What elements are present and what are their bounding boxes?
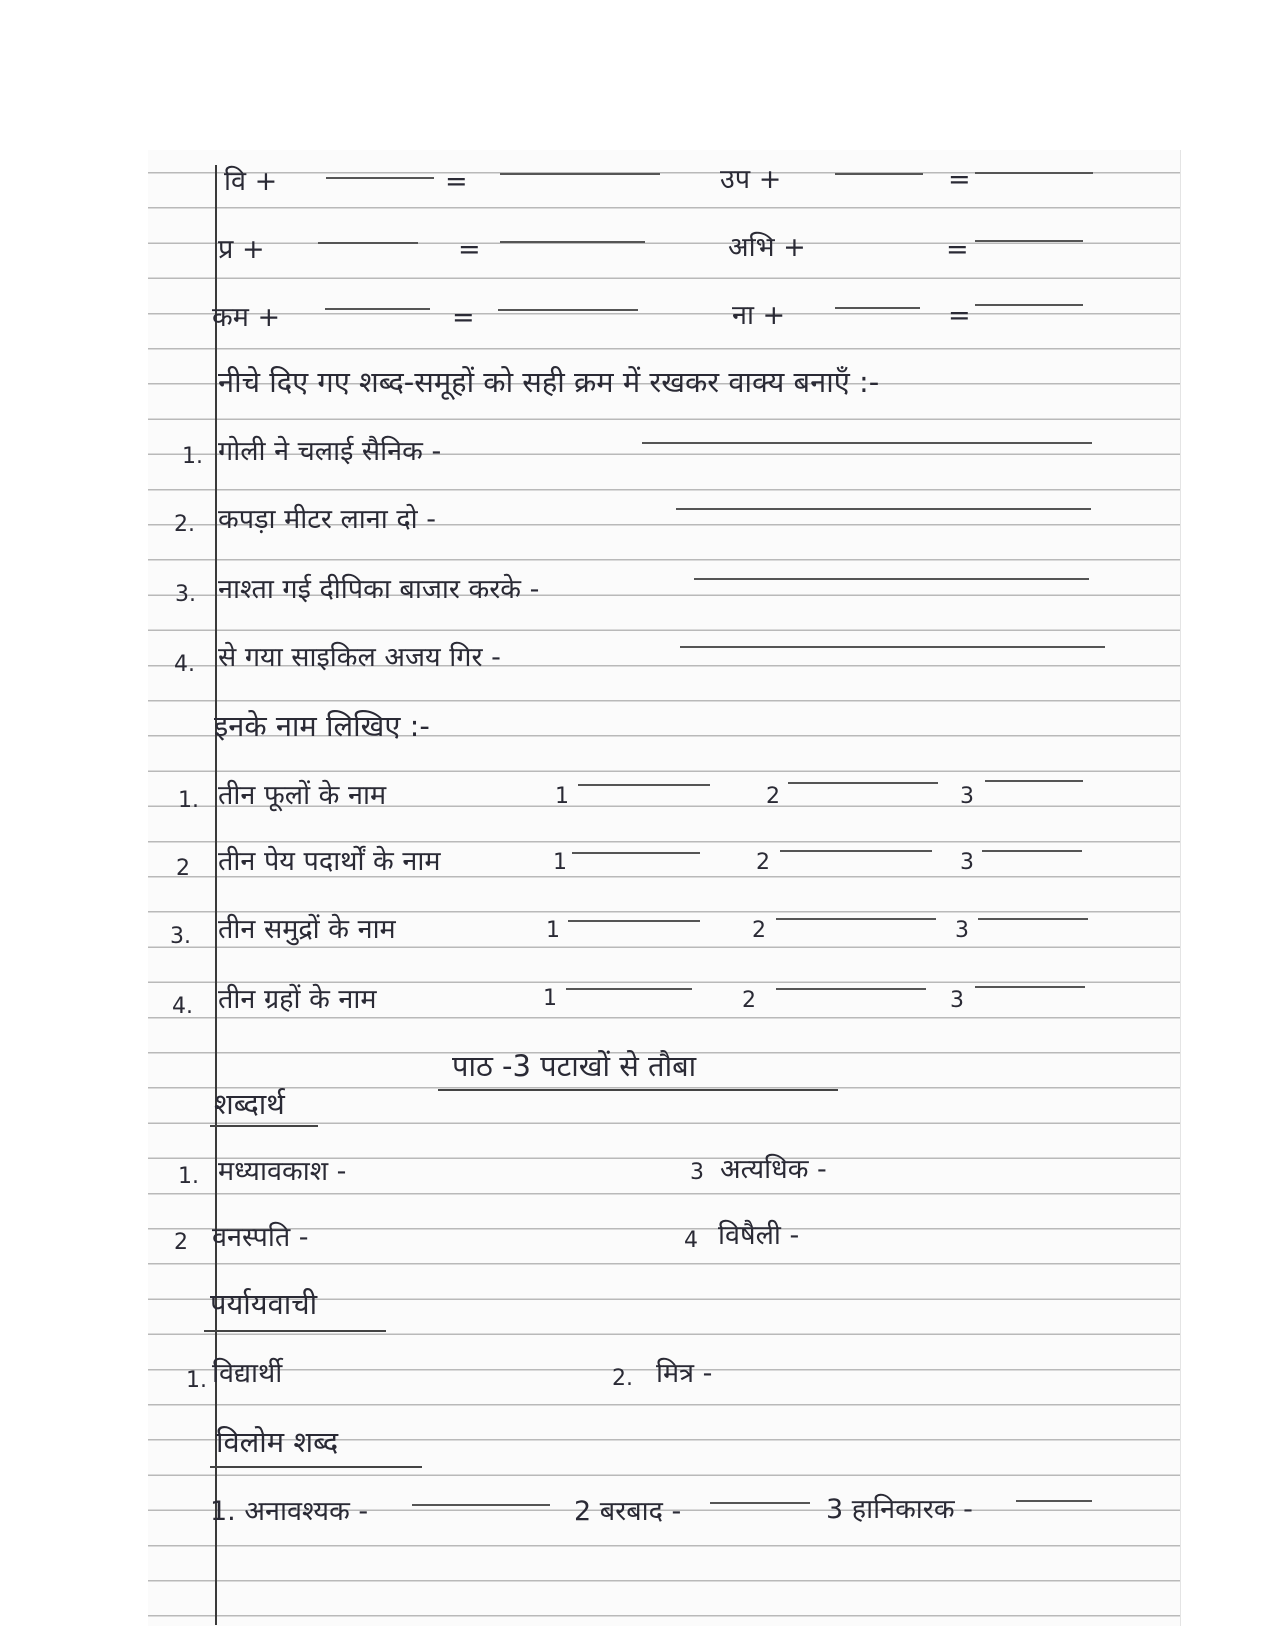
answer-line[interactable] bbox=[412, 1504, 550, 1506]
heading-underline bbox=[204, 1330, 386, 1332]
blank-line[interactable] bbox=[835, 173, 923, 175]
item-number: 2. bbox=[174, 512, 195, 537]
blank-line[interactable] bbox=[318, 242, 418, 244]
jumbled-sentence-4: से गया साइकिल अजय गिर - bbox=[218, 642, 501, 673]
answer-line[interactable] bbox=[1016, 1500, 1092, 1502]
item-number: 1. bbox=[182, 444, 203, 469]
names-question-3: तीन समुद्रों के नाम bbox=[218, 914, 396, 945]
answer-line[interactable] bbox=[985, 780, 1083, 782]
word-meaning-4: विषैली - bbox=[718, 1220, 800, 1251]
synonym-word-2: मित्र - bbox=[656, 1358, 713, 1389]
prefix-right-2: अभि + bbox=[728, 232, 806, 263]
section-heading-names: इनके नाम लिखिए :- bbox=[214, 709, 430, 743]
item-number: 2 bbox=[176, 856, 190, 881]
answer-line[interactable] bbox=[694, 578, 1089, 580]
section-heading-word-meanings: शब्दार्थ bbox=[214, 1087, 285, 1121]
prefix-left-2: प्र + bbox=[218, 234, 265, 265]
item-number: 1. bbox=[178, 788, 199, 813]
blank-number: 2 bbox=[752, 918, 766, 943]
equals-sign: = bbox=[452, 302, 475, 333]
answer-line[interactable] bbox=[788, 782, 938, 784]
prefix-left-3: कम + bbox=[212, 302, 281, 333]
equals-sign: = bbox=[948, 164, 971, 195]
blank-line[interactable] bbox=[500, 241, 645, 243]
lesson-title: पाठ -3 पटाखों से तौबा bbox=[452, 1049, 697, 1083]
blank-line[interactable] bbox=[325, 308, 430, 310]
blank-number: 3 bbox=[950, 988, 964, 1013]
blank-number: 2 bbox=[766, 784, 780, 809]
item-number: 1. bbox=[186, 1368, 207, 1393]
section-heading-sentences: नीचे दिए गए शब्द-समूहों को सही क्रम में रखकर वाक्य बनाएँ :- bbox=[218, 365, 880, 399]
names-question-4: तीन ग्रहों के नाम bbox=[218, 984, 377, 1015]
item-number: 4. bbox=[174, 652, 195, 677]
prefix-right-3: ना + bbox=[732, 300, 786, 331]
answer-line[interactable] bbox=[776, 988, 926, 990]
names-question-2: तीन पेय पदार्थों के नाम bbox=[218, 846, 441, 877]
prefix-left-1: वि + bbox=[224, 166, 278, 197]
answer-line[interactable] bbox=[780, 850, 932, 852]
blank-number: 1 bbox=[553, 850, 567, 875]
answer-line[interactable] bbox=[566, 988, 692, 990]
equals-sign: = bbox=[948, 300, 971, 331]
jumbled-sentence-3: नाश्ता गई दीपिका बाजार करके - bbox=[218, 574, 540, 605]
heading-underline bbox=[210, 1466, 422, 1468]
title-underline bbox=[438, 1089, 838, 1091]
item-number: 4. bbox=[172, 994, 193, 1019]
equals-sign: = bbox=[946, 234, 969, 265]
prefix-right-1: उप + bbox=[720, 164, 782, 195]
blank-number: 1 bbox=[555, 784, 569, 809]
heading-underline bbox=[210, 1125, 318, 1127]
answer-line[interactable] bbox=[978, 918, 1088, 920]
jumbled-sentence-2: कपड़ा मीटर लाना दो - bbox=[218, 504, 436, 535]
answer-line[interactable] bbox=[982, 850, 1082, 852]
item-number: 3 bbox=[690, 1160, 704, 1185]
answer-line[interactable] bbox=[568, 920, 700, 922]
item-number: 3. bbox=[170, 924, 191, 949]
answer-line[interactable] bbox=[572, 852, 700, 854]
blank-number: 1 bbox=[543, 986, 557, 1011]
antonym-3: 3 हानिकारक - bbox=[826, 1494, 973, 1525]
blank-line[interactable] bbox=[498, 309, 638, 311]
jumbled-sentence-1: गोली ने चलाई सैनिक - bbox=[218, 436, 442, 467]
answer-line[interactable] bbox=[710, 1502, 810, 1504]
margin-line bbox=[215, 165, 217, 1625]
blank-number: 2 bbox=[756, 850, 770, 875]
blank-line[interactable] bbox=[975, 304, 1083, 306]
blank-line[interactable] bbox=[975, 172, 1093, 174]
equals-sign: = bbox=[445, 166, 468, 197]
antonym-2: 2 बरबाद - bbox=[574, 1496, 682, 1527]
item-number: 1. bbox=[178, 1164, 199, 1189]
word-meaning-1: मध्यावकाश - bbox=[218, 1156, 347, 1187]
names-question-1: तीन फूलों के नाम bbox=[218, 780, 387, 811]
blank-number: 3 bbox=[960, 850, 974, 875]
section-heading-synonyms: पर्यायवाची bbox=[210, 1287, 318, 1321]
answer-line[interactable] bbox=[676, 508, 1091, 510]
item-number: 4 bbox=[684, 1228, 698, 1253]
blank-line[interactable] bbox=[975, 240, 1083, 242]
blank-number: 1 bbox=[546, 918, 560, 943]
answer-line[interactable] bbox=[680, 646, 1105, 648]
answer-line[interactable] bbox=[578, 784, 710, 786]
item-number: 2 bbox=[174, 1230, 188, 1255]
synonym-word-1: विद्यार्थी bbox=[212, 1358, 283, 1389]
blank-number: 2 bbox=[742, 988, 756, 1013]
blank-number: 3 bbox=[960, 784, 974, 809]
answer-line[interactable] bbox=[975, 986, 1085, 988]
blank-number: 3 bbox=[955, 918, 969, 943]
blank-line[interactable] bbox=[500, 173, 660, 175]
blank-line[interactable] bbox=[835, 307, 920, 309]
item-number: 2. bbox=[612, 1366, 633, 1391]
equals-sign: = bbox=[458, 234, 481, 265]
word-meaning-3: अत्यधिक - bbox=[720, 1154, 827, 1185]
item-number: 3. bbox=[175, 582, 196, 607]
blank-line[interactable] bbox=[326, 177, 434, 179]
antonym-1: 1. अनावश्यक - bbox=[210, 1496, 369, 1527]
word-meaning-2: वनस्पति - bbox=[212, 1222, 309, 1253]
section-heading-antonyms: विलोम शब्द bbox=[216, 1425, 339, 1459]
answer-line[interactable] bbox=[776, 918, 936, 920]
answer-line[interactable] bbox=[642, 442, 1092, 444]
